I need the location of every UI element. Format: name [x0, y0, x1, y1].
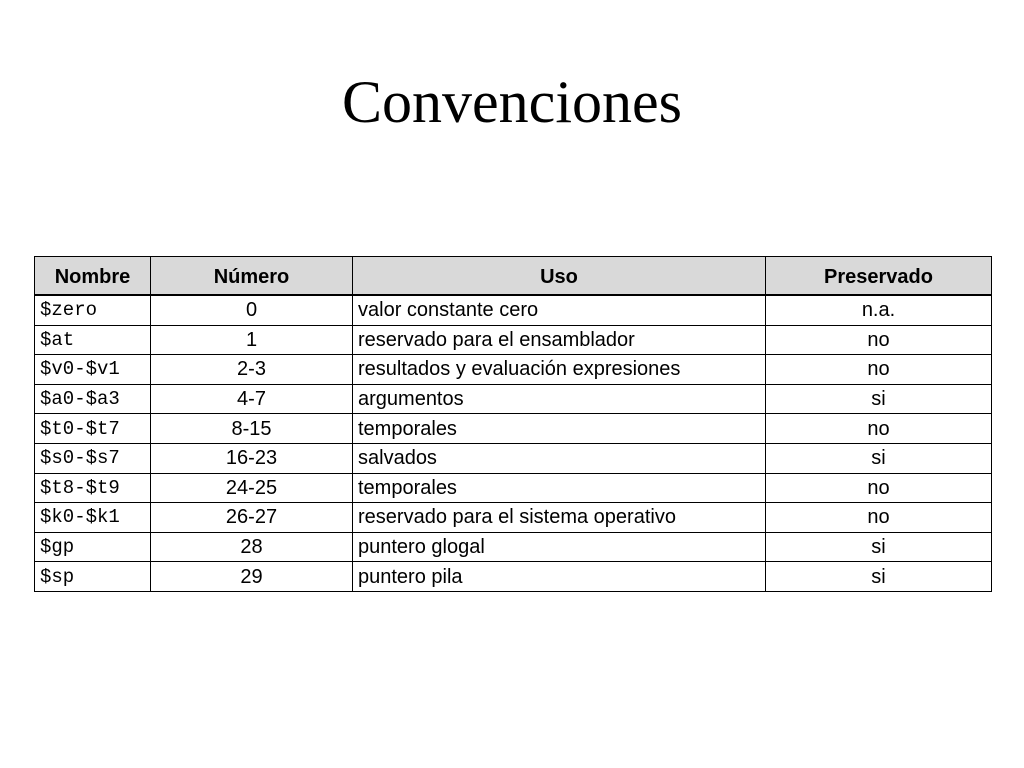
cell-nombre: $a0-$a3: [35, 384, 151, 414]
cell-uso: puntero glogal: [353, 532, 766, 562]
cell-preservado: no: [766, 414, 992, 444]
cell-nombre: $gp: [35, 532, 151, 562]
cell-numero: 24-25: [151, 473, 353, 503]
cell-nombre: $at: [35, 325, 151, 355]
table-row: [35, 355, 992, 385]
cell-uso: valor constante cero: [353, 295, 766, 325]
cell-nombre: $s0-$s7: [35, 443, 151, 473]
header-row: [35, 257, 992, 296]
table-row: [35, 325, 992, 355]
cell-numero: 0: [151, 295, 353, 325]
cell-preservado: si: [766, 562, 992, 592]
table-row: [35, 443, 992, 473]
table-row: [35, 532, 992, 562]
cell-uso: reservado para el sistema operativo: [353, 503, 766, 533]
header-numero: Número: [151, 257, 353, 296]
cell-numero: 4-7: [151, 384, 353, 414]
cell-uso: temporales: [353, 473, 766, 503]
table-body: [35, 295, 992, 591]
cell-nombre: $t8-$t9: [35, 473, 151, 503]
conventions-table: [34, 256, 992, 592]
cell-numero: 29: [151, 562, 353, 592]
slide-title: Convenciones: [342, 69, 682, 135]
cell-numero: 2-3: [151, 355, 353, 385]
cell-preservado: si: [766, 532, 992, 562]
cell-uso: temporales: [353, 414, 766, 444]
cell-preservado: si: [766, 384, 992, 414]
table-row: [35, 414, 992, 444]
cell-uso: reservado para el ensamblador: [353, 325, 766, 355]
cell-uso: argumentos: [353, 384, 766, 414]
cell-numero: 28: [151, 532, 353, 562]
cell-nombre: $v0-$v1: [35, 355, 151, 385]
table-row: [35, 503, 992, 533]
cell-preservado: no: [766, 473, 992, 503]
header-preservado: Preservado: [766, 257, 992, 296]
cell-numero: 1: [151, 325, 353, 355]
table-row: [35, 295, 992, 325]
table-row: [35, 473, 992, 503]
cell-preservado: no: [766, 355, 992, 385]
cell-preservado: no: [766, 325, 992, 355]
cell-nombre: $t0-$t7: [35, 414, 151, 444]
cell-nombre: $zero: [35, 295, 151, 325]
cell-numero: 16-23: [151, 443, 353, 473]
cell-nombre: $k0-$k1: [35, 503, 151, 533]
cell-uso: resultados y evaluación expresiones: [353, 355, 766, 385]
header-nombre: Nombre: [35, 257, 151, 296]
cell-uso: salvados: [353, 443, 766, 473]
cell-uso: puntero pila: [353, 562, 766, 592]
cell-numero: 26-27: [151, 503, 353, 533]
cell-preservado: no: [766, 503, 992, 533]
cell-numero: 8-15: [151, 414, 353, 444]
table-row: [35, 562, 992, 592]
cell-preservado: si: [766, 443, 992, 473]
cell-nombre: $sp: [35, 562, 151, 592]
cell-preservado: n.a.: [766, 295, 992, 325]
table-header: [35, 257, 992, 296]
table-row: [35, 384, 992, 414]
header-uso: Uso: [353, 257, 766, 296]
